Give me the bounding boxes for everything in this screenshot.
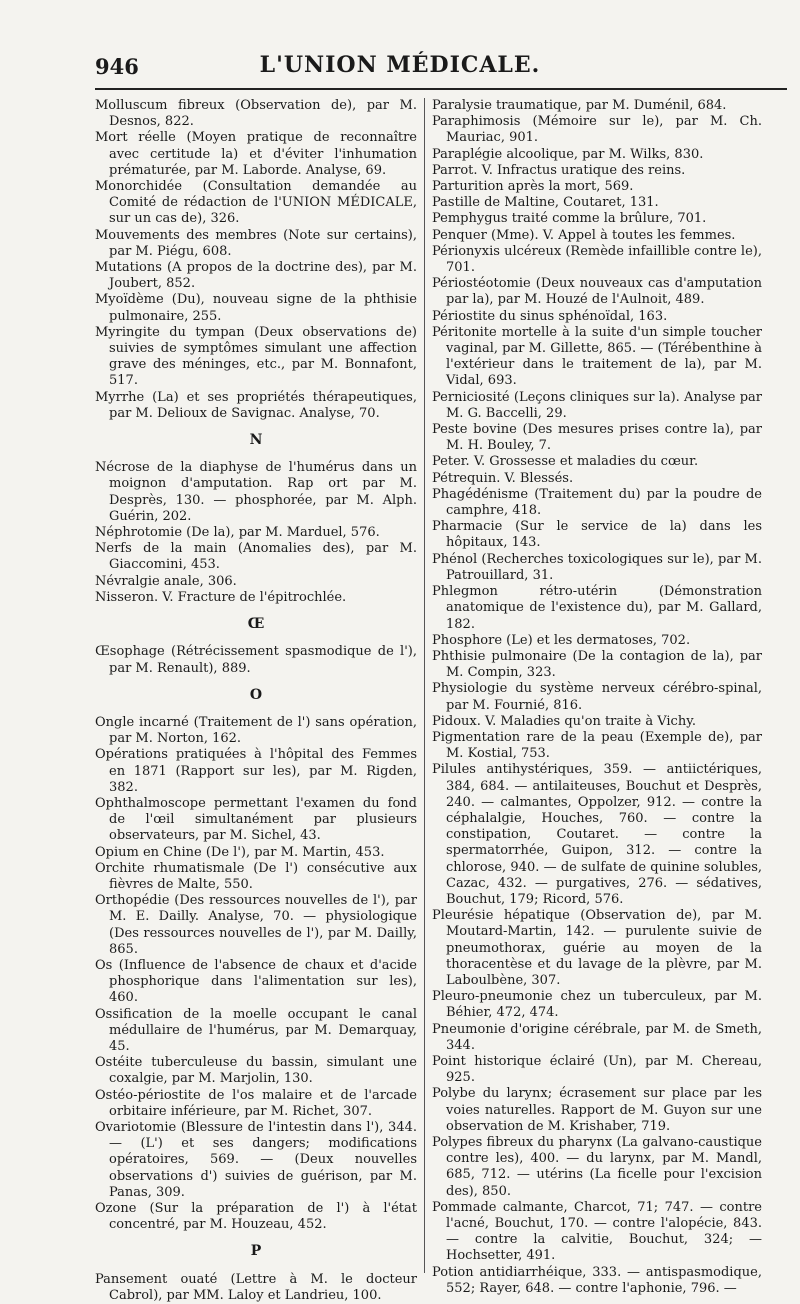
index-entry: Périostite du sinus sphénoïdal, 163. bbox=[432, 308, 668, 324]
header-rule bbox=[95, 88, 787, 90]
index-entry: Myringite du tympan (Deux observations de) suivies de symptômes simulant une affection grave des méninges, etc., par M. Bonnafont, 517. bbox=[95, 324, 417, 389]
index-entry: Phagédénisme (Traitement du) par la poudre de camphre, 418. bbox=[432, 486, 762, 519]
index-entry: Ophthalmoscope permettant l'examen du fond de l'œil simultanément par plusieurs observateurs, par M. Sichel, 43. bbox=[95, 795, 417, 844]
left-column bbox=[95, 98, 417, 1303]
section-letter-oe: Œ bbox=[247, 616, 265, 633]
index-entry: Phthisie pulmonaire (De la contagion de la), par M. Compin, 323. bbox=[432, 648, 762, 681]
index-entry: Peter. V. Grossesse et maladies du cœur. bbox=[432, 454, 699, 470]
index-entry: Néphrotomie (De la), par M. Marduel, 576. bbox=[95, 525, 380, 541]
index-entry: Périonyxis ulcéreux (Remède infaillible contre le), 701. bbox=[432, 243, 762, 276]
index-entry: Pansement ouaté (Lettre à M. le docteur Cabrol), par MM. Laloy et Landrieu, 100. bbox=[95, 1271, 417, 1303]
index-entry: Pommade calmante, Charcot, 71; 747. — contre l'acné, Bouchut, 170. — contre l'alopécie, 843. — contre la calvitie, Bouchut, 324; — Hochsetter, 491. bbox=[432, 1199, 762, 1264]
index-entry: Nécrose de la diaphyse de l'humérus dans un moignon d'amputation. Rap ort par M. Desprès, 130. — phosphorée, par M. Alph. Guérin, 202. bbox=[95, 460, 417, 524]
section-letter-n: N bbox=[249, 432, 263, 449]
index-entry: Paralysie traumatique, par M. Duménil, 684. bbox=[432, 98, 727, 113]
index-entry: Névralgie anale, 306. bbox=[95, 573, 237, 589]
index-entry: Paraphimosis (Mémoire sur le), par M. Ch. Mauriac, 901. bbox=[432, 114, 762, 146]
index-entry: Pemphygus traité comme la brûlure, 701. bbox=[432, 211, 707, 227]
index-entry: Mort réelle (Moyen pratique de reconnaître avec certitude la) et d'éviter l'inhumation prématurée, par M. Laborde. Analyse, 69. bbox=[95, 130, 417, 178]
index-entry: Pidoux. V. Maladies qu'on traite à Vichy. bbox=[432, 713, 696, 729]
index-entry: Pharmacie (Sur le service de la) dans les hôpitaux, 143. bbox=[432, 519, 762, 551]
index-entry: Myoïdème (Du), nouveau signe de la phthisie pulmonaire, 255. bbox=[95, 292, 417, 324]
page-number: 946 bbox=[95, 54, 139, 79]
index-entry: Phénol (Recherches toxicologiques sur le), par M. Patrouillard, 31. bbox=[432, 551, 762, 583]
index-entry: Péritonite mortelle à la suite d'un simple toucher vaginal, par M. Gillette, 865. — (Térébenthine à l'extérieur dans le traitement de la), par M. Vidal, 693. bbox=[432, 324, 762, 389]
index-entry: Ongle incarné (Traitement de l') sans opération, par M. Norton, 162. bbox=[95, 714, 417, 747]
index-entry: Pigmentation rare de la peau (Exemple de), par M. Kostial, 753. bbox=[432, 729, 762, 762]
entries-o-group bbox=[95, 715, 417, 1234]
index-entry: Ostéo-périostite de l'os malaire et de l'arcade orbitaire inférieure, par M. Richet, 307. bbox=[95, 1087, 417, 1119]
index-entry: Paraplégie alcoolique, par M. Wilks, 830. bbox=[432, 146, 704, 162]
section-letter-p: P bbox=[250, 1243, 262, 1260]
index-entry: Potion antidiarrhéique, 333. — antispasmodique, 552; Rayer, 648. — contre l'aphonie, 796. — bbox=[432, 1264, 762, 1296]
entries-n-group bbox=[95, 460, 417, 606]
index-entry: Nisseron. V. Fracture de l'épitrochlée. bbox=[95, 589, 347, 605]
index-entry: Os (Influence de l'absence de chaux et d'acide phosphorique dans l'alimentation sur les), 460. bbox=[95, 957, 417, 1006]
index-entry: Ovariotomie (Blessure de l'intestin dans l'), 344. — (L') et ses dangers; modifications opératoires, 569. — (Deux nouvelles observations d') suivies de guérison, par M. Panas, 309. bbox=[95, 1119, 417, 1200]
index-entry: Parrot. V. Infractus uratique des reins. bbox=[432, 162, 686, 178]
index-entry: Pleurésie hépatique (Observation de), par M. Moutard-Martin, 142. — purulente suivie de pneumothorax, guérie au moyen de la thoracentèse et du lavage de la plèvre, par M. Laboulbène, 307. bbox=[432, 908, 762, 988]
index-entry: Myrrhe (La) et ses propriétés thérapeutiques, par M. Delioux de Savignac. Analyse, 70. bbox=[95, 389, 417, 421]
index-entry: Parturition après la mort, 569. bbox=[432, 179, 634, 195]
index-entry: Opérations pratiquées à l'hôpital des Femmes en 1871 (Rapport sur les), par M. Rigden, 382. bbox=[95, 747, 417, 795]
index-entry: Œsophage (Rétrécissement spasmodique de l'), par M. Renault), 889. bbox=[95, 644, 417, 676]
index-entry: Pastille de Maltine, Coutaret, 131. bbox=[432, 195, 659, 211]
index-entry: Périostéotomie (Deux nouveaux cas d'amputation par la), par M. Houzé de l'Aulnoit, 489. bbox=[432, 276, 762, 308]
index-entry: Mouvements des membres (Note sur certains), par M. Piégu, 608. bbox=[95, 227, 417, 259]
index-entry: Physiologie du système nerveux cérébro-spinal, par M. Fournié, 816. bbox=[432, 681, 762, 713]
index-entry: Ossification de la moelle occupant le canal médullaire de l'humérus, par M. Demarquay, 45. bbox=[95, 1006, 417, 1054]
journal-title: L'UNION MÉDICALE. bbox=[259, 52, 541, 78]
index-entry: Penquer (Mme). V. Appel à toutes les femmes. bbox=[432, 227, 736, 243]
index-entry: Peste bovine (Des mesures prises contre la), par M. H. Bouley, 7. bbox=[432, 422, 762, 454]
index-entry: Pétrequin. V. Blessés. bbox=[432, 470, 574, 486]
index-entry: Phlegmon rétro-utérin (Démonstration anatomique de l'existence du), par M. Gallard, 182. bbox=[432, 584, 762, 632]
index-entry: Opium en Chine (De l'), par M. Martin, 453. bbox=[95, 844, 385, 860]
index-entry: Phosphore (Le) et les dermatoses, 702. bbox=[432, 632, 691, 648]
index-entry: Pleuro-pneumonie chez un tuberculeux, par M. Béhier, 472, 474. bbox=[432, 989, 762, 1021]
section-letter-o: O bbox=[249, 686, 263, 703]
index-entry: Polypes fibreux du pharynx (La galvano-caustique contre les), 400. — du larynx, par M. Mandl, 685, 712. — utérins (La ficelle pour l'excision des), 850. bbox=[432, 1135, 762, 1199]
entries-p-continued-group bbox=[432, 98, 762, 1297]
index-entry: Point historique éclairé (Un), par M. Chereau, 925. bbox=[432, 1053, 762, 1086]
right-column bbox=[432, 98, 762, 1296]
page-header bbox=[0, 40, 800, 80]
index-entry: Nerfs de la main (Anomalies des), par M. Giaccomini, 453. bbox=[95, 541, 417, 573]
index-entry: Pilules antihystériques, 359. — antiictériques, 384, 684. — antilaiteuses, Bouchut et Desprès, 240. — calmantes, Oppolzer, 912. — contre la céphalalgie, Houches, 760. — contre la constipation, Coutaret. — contre la spermatorrhée, Guipon, 312. — contre la chlorose, 940. — de sulfate de quinine solubles, Cazac, 432. — purgatives, 276. — sédatives, Bouchut, 179; Ricord, 576. bbox=[432, 762, 762, 907]
entries-oe-group bbox=[95, 644, 417, 676]
index-entry: Molluscum fibreux (Observation de), par M. Desnos, 822. bbox=[95, 98, 417, 130]
index-entry: Perniciosité (Leçons cliniques sur la). Analyse par M. G. Baccelli, 29. bbox=[432, 389, 762, 421]
index-entry: Polybe du larynx; écrasement sur place par les voies naturelles. Rapport de M. Guyon sur une observation de M. Krishaber, 719. bbox=[432, 1086, 762, 1134]
column-divider bbox=[424, 98, 425, 1273]
index-entry: Monorchidée (Consultation demandée au Comité de rédaction de l'UNION MÉDICALE, sur un cas de), 326. bbox=[95, 179, 417, 227]
index-entry: Pneumonie d'origine cérébrale, par M. de Smeth, 344. bbox=[432, 1021, 762, 1053]
index-entry: Ozone (Sur la préparation de l') à l'état concentré, par M. Houzeau, 452. bbox=[95, 1201, 417, 1233]
entries-m-group bbox=[95, 98, 417, 422]
index-entry: Orthopédie (Des ressources nouvelles de l'), par M. E. Dailly. Analyse, 70. — physiologique (Des ressources nouvelles de l'), par M. Dailly, 865. bbox=[95, 893, 417, 957]
index-entry: Ostéite tuberculeuse du bassin, simulant une coxalgie, par M. Marjolin, 130. bbox=[95, 1055, 417, 1087]
index-entry: Mutations (A propos de la doctrine des), par M. Joubert, 852. bbox=[95, 260, 417, 292]
entries-p-group bbox=[95, 1272, 417, 1304]
index-entry: Orchite rhumatismale (De l') consécutive aux fièvres de Malte, 550. bbox=[95, 860, 417, 892]
